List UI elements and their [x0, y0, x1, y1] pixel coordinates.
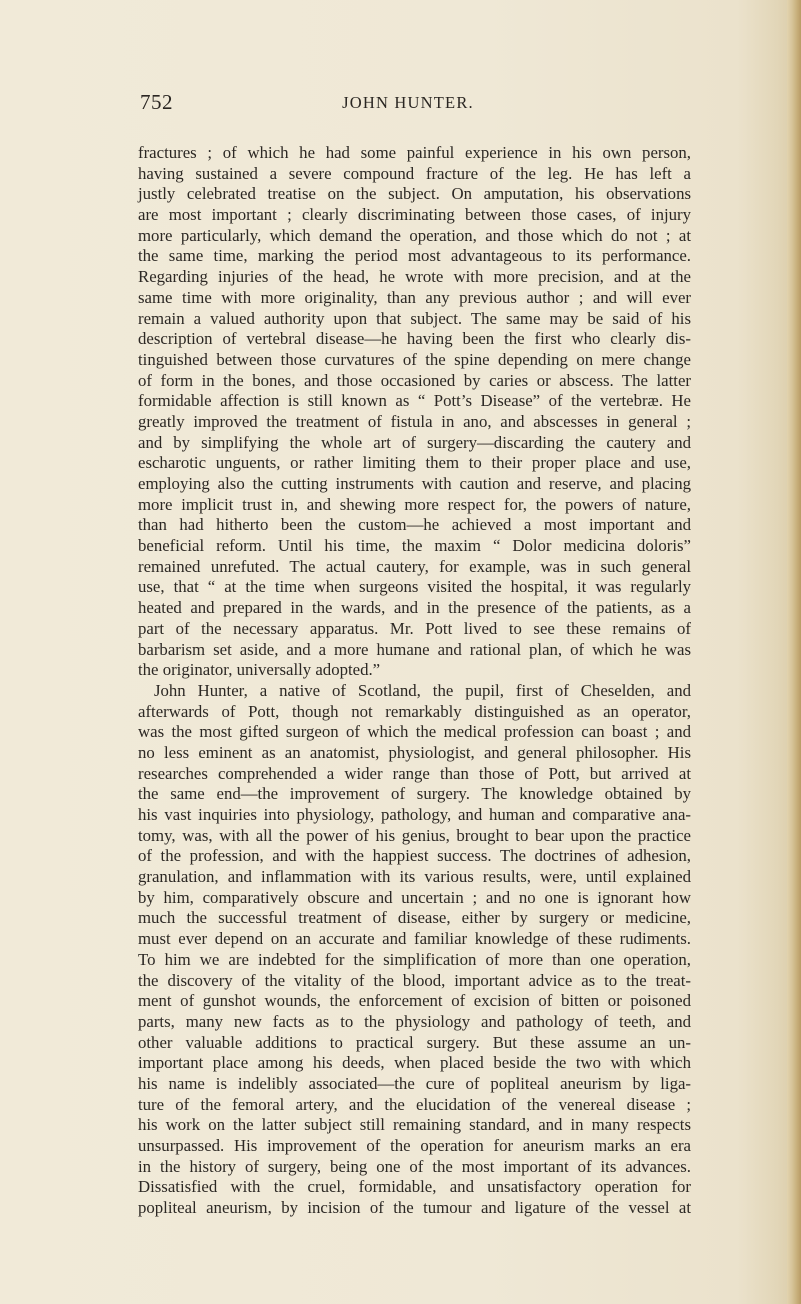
text-line: beneficial reform. Until his time, the maxim “ Dolor medicina doloris”	[138, 536, 691, 556]
text-line: are most important ; clearly discriminating between those cases, of injury	[138, 205, 691, 225]
text-line: parts, many new facts as to the physiology and pathology of teeth, and	[138, 1011, 691, 1031]
text-line: his name is indelibly associated—the cure of popliteal aneurism by liga-	[138, 1073, 691, 1093]
text-line: other valuable additions to practical surgery. But these assume an un-	[138, 1032, 691, 1052]
text-line: in the history of surgery, being one of the most important of its advances.	[138, 1156, 691, 1176]
text-line: the discovery of the vitality of the blood, important advice as to the treat-	[138, 970, 691, 990]
text-line: ment of gunshot wounds, the enforcement of excision of bitten or poisoned	[138, 991, 691, 1011]
text-line: the same end—the improvement of surgery. The knowledge obtained by	[138, 784, 691, 804]
page-edge	[787, 0, 801, 1304]
text-line: popliteal aneurism, by incision of the tumour and ligature of the vessel at	[138, 1198, 691, 1218]
text-line: John Hunter, a native of Scotland, the pupil, first of Cheselden, and	[154, 680, 691, 700]
text-line: researches comprehended a wider range than those of Pott, but arrived at	[138, 763, 691, 783]
text-line: same time with more originality, than any previous author ; and will ever	[138, 287, 691, 307]
running-head: JOHN HUNTER.	[342, 93, 474, 112]
text-line: afterwards of Pott, though not remarkably distinguished as an operator,	[138, 701, 691, 721]
text-line: important place among his deeds, when placed beside the two with which	[138, 1053, 691, 1073]
text-line: more particularly, which demand the operation, and those which do not ; at	[138, 225, 691, 245]
text-line: having sustained a severe compound fracture of the leg. He has left a	[138, 163, 691, 183]
text-line: than had hitherto been the custom—he achieved a most important and	[138, 515, 691, 535]
text-line: must ever depend on an accurate and familiar knowledge of these rudiments.	[138, 929, 691, 949]
text-line: tinguished between those curvatures of the spine depending on mere change	[138, 349, 691, 369]
text-line: more implicit trust in, and shewing more respect for, the powers of nature,	[138, 494, 691, 514]
page-number: 752	[140, 90, 173, 114]
body-text	[138, 143, 691, 1219]
text-line: was the most gifted surgeon of which the medical profession can boast ; and	[138, 722, 691, 742]
text-line: escharotic unguents, or rather limiting them to their proper place and use,	[138, 453, 691, 473]
text-line: his work on the latter subject still remaining standard, and in many respects	[138, 1115, 691, 1135]
text-line: tomy, was, with all the power of his genius, brought to bear upon the practice	[138, 825, 691, 845]
text-line: To him we are indebted for the simplification of more than one operation,	[138, 949, 691, 969]
text-line: Dissatisfied with the cruel, formidable, and unsatisfactory operation for	[138, 1177, 691, 1197]
text-line: and by simplifying the whole art of surgery—discarding the cautery and	[138, 432, 691, 452]
text-line: heated and prepared in the wards, and in the presence of the patients, as a	[138, 598, 691, 618]
text-line: by him, comparatively obscure and uncertain ; and no one is ignorant how	[138, 887, 691, 907]
text-line: granulation, and inflammation with its various results, were, until explained	[138, 867, 691, 887]
text-line: no less eminent as an anatomist, physiologist, and general philosopher. His	[138, 742, 691, 762]
text-line: unsurpassed. His improvement of the operation for aneurism marks an era	[138, 1136, 691, 1155]
text-line: of form in the bones, and those occasioned by caries or abscess. The latter	[138, 370, 691, 390]
paragraph	[138, 681, 691, 1219]
text-line: justly celebrated treatise on the subject. On amputation, his observations	[138, 184, 691, 204]
text-line: of the profession, and with the happiest success. The doctrines of adhesion,	[138, 846, 691, 866]
text-line: formidable affection is still known as “ Pott’s Disease” of the vertebræ. He	[138, 391, 691, 411]
text-line: much the successful treatment of disease, either by surgery or medicine,	[138, 908, 691, 928]
text-line: barbarism set aside, and a more humane and rational plan, of which he was	[138, 639, 691, 659]
text-line: his vast inquiries into physiology, pathology, and human and comparative ana-	[138, 805, 691, 824]
text-line: use, that “ at the time when surgeons visited the hospital, it was regularly	[138, 577, 691, 597]
text-line: Regarding injuries of the head, he wrote with more precision, and at the	[138, 267, 691, 287]
text-line: description of vertebral disease—he having been the first who clearly dis-	[138, 329, 691, 349]
text-line: greatly improved the treatment of fistula in ano, and abscesses in general ;	[138, 411, 691, 431]
text-line: fractures ; of which he had some painful experience in his own person,	[138, 143, 691, 162]
paragraph	[138, 143, 691, 681]
text-line: the originator, universally adopted.”	[138, 660, 381, 680]
text-line: remained unrefuted. The actual cautery, for example, was in such general	[138, 556, 691, 576]
text-line: ture of the femoral artery, and the elucidation of the venereal disease ;	[138, 1094, 691, 1114]
text-line: remain a valued authority upon that subject. The same may be said of his	[138, 308, 691, 328]
text-line: part of the necessary apparatus. Mr. Pott lived to see these remains of	[138, 618, 691, 638]
text-line: employing also the cutting instruments with caution and reserve, and placing	[138, 474, 691, 493]
page-header	[138, 90, 678, 120]
text-line: the same time, marking the period most advantageous to its performance.	[138, 246, 691, 266]
